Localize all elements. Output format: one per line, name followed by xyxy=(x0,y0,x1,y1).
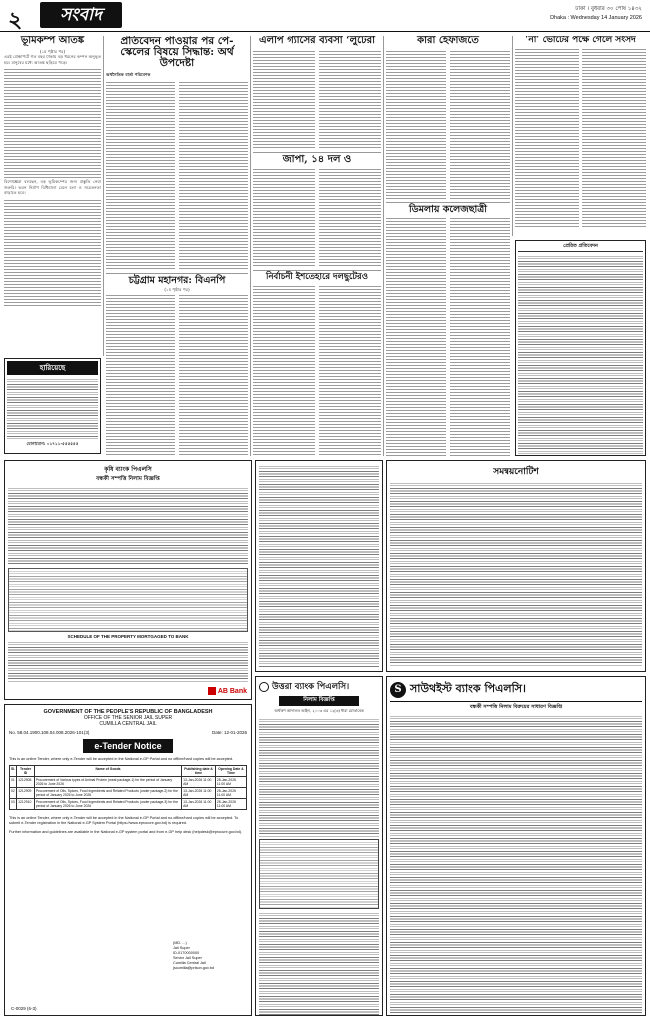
uttara-tag: নিলাম বিজ্ঞপ্তি xyxy=(279,696,359,706)
table-cell: 03 xyxy=(10,798,17,809)
page-number: ২ xyxy=(8,7,23,32)
memo-row xyxy=(9,730,247,735)
coordination-title: সমন্বয়নোটিশ xyxy=(493,467,539,477)
e-tender-body-2: Further information and guidelines are available in the National e-GP system portal and from e-GP help desk (helpdesk@eprocure.gov.bd). xyxy=(9,830,243,835)
table-cell: 28-Jan-2026 11:00 AM xyxy=(215,798,246,809)
bank-auction-notice-mid xyxy=(255,460,383,672)
uttara-table xyxy=(259,839,379,909)
uttara-logo-icon xyxy=(259,682,269,692)
ab-bank-icon xyxy=(208,687,216,695)
table-cell: 01 xyxy=(10,776,17,787)
notice-text xyxy=(259,911,379,1016)
article-body xyxy=(386,216,510,456)
article-body xyxy=(106,80,248,270)
gov-title: GOVERNMENT OF THE PEOPLE'S REPUBLIC OF BANGLADESH xyxy=(43,709,213,715)
uttara-bank-name: উত্তরা ব্যাংক পিএলসি। xyxy=(272,682,350,692)
table-row xyxy=(10,798,247,809)
auction-title: বন্ধকী সম্পত্তি নিলাম বিজ্ঞপ্তি xyxy=(96,476,160,482)
e-tender-notice xyxy=(4,704,252,1016)
table-cell: 02 xyxy=(10,787,17,798)
krishi-bank-notice xyxy=(4,460,252,700)
tender-table xyxy=(9,765,247,810)
continued-note: (১ম পৃষ্ঠার পর) xyxy=(39,48,66,54)
column-1 xyxy=(4,36,101,358)
memo-date: Date: 12-01-2026 xyxy=(211,730,247,735)
e-tender-body: This is an online Tender, where only e-Tender will be accepted in the National e-GP Portal and no offline/hard copies will be accepted. To submit e-Tender registration in the National e-GP System Portal (https://www.eprocure.gov.bd) is required. xyxy=(9,815,239,826)
signer-line: Senior Jail Super xyxy=(173,955,202,960)
signer-line: ID-0170000000 xyxy=(173,950,200,955)
headline-chattogram: চট্টগ্রাম মহানগর: বিএনপি xyxy=(106,273,248,286)
signer-line: (MD. ...) xyxy=(173,941,187,945)
table-cell: 28-Jan-2026 11:00 AM xyxy=(215,776,246,787)
obituary-box xyxy=(4,358,101,454)
signature-block xyxy=(173,941,243,971)
headline-no-vote: ‘না’ ভোটের পক্ষে গেলে সংসদ xyxy=(525,36,636,45)
signer-line: jscumilla@prison.gov.bd xyxy=(173,965,214,970)
table-cell: Procurement of Oils, Spices, Food Ingredients and Related Products (under package-3) for the period of January 2026 to June 2026 xyxy=(34,798,181,809)
e-tender-intro: This is an online Tender, where only e-Tender will be accepted in the National e-GP Portal and no offline/hard copies will be accepted. xyxy=(9,757,234,761)
jail-title: CUMILLA CENTRAL JAIL xyxy=(99,721,157,727)
office-title: OFFICE OF THE SENIOR JAIL SUPER xyxy=(83,715,173,721)
southeast-bank-notice xyxy=(386,676,646,1016)
newspaper-logo: সংবাদ xyxy=(40,2,122,28)
notice-title: প্রেরিত প্রতিবেদন xyxy=(518,243,643,252)
notice-text xyxy=(390,714,642,1016)
article-text: বিশেষজ্ঞরা বলছেন, বড় ভূমিকম্পের জন্য প্রস্তুতি নেয়া জরুরি। ভবন নির্মাণ বিধিমালা মেনে চলা ও সচেতনতা বাড়াতে হবে। xyxy=(4,179,101,196)
southeast-logo-icon: S xyxy=(390,682,406,698)
uttara-subtitle: অর্থঋণ আদালত আইন, ২০০৩ এর ১২(৩) ধারা মোতাবেক xyxy=(274,708,364,713)
headline-dimla: ডিমলায় কলেজছাত্রী xyxy=(386,202,510,215)
article-body xyxy=(4,67,101,179)
e-tender-title: e-Tender Notice xyxy=(83,739,173,753)
headline-lp-gas: এলপি গ্যাসের ব্যবসা ‘লুটেরা xyxy=(259,36,375,46)
southeast-subtitle: বন্ধকী সম্পত্তি নিলাম বিক্রয়ের সাধারণ বিজ্ঞপ্তি xyxy=(469,704,563,710)
table-cell: Procurement of Various types of Animal Protein (meat package-1) for the period of January 2026 to June 2026 xyxy=(34,776,181,787)
tender-table-header: Name of Goods xyxy=(34,765,181,776)
tender-table-header: Sl. xyxy=(10,765,17,776)
article-body xyxy=(386,49,510,199)
notice-text xyxy=(518,254,643,454)
column-5 xyxy=(515,36,646,236)
uttara-bank-notice xyxy=(255,676,383,1016)
coordination-notice xyxy=(386,460,646,672)
southeast-header xyxy=(390,680,642,702)
continued-note: (১ম পৃষ্ঠার পর) xyxy=(164,286,190,292)
article-body xyxy=(4,198,101,306)
table-row xyxy=(10,776,247,787)
headline-earthquake: ভূমিকম্প আতঙ্ক xyxy=(20,36,85,46)
schedule-title: SCHEDULE OF THE PROPERTY MORTGAGED TO BANK xyxy=(67,634,189,639)
auction-table xyxy=(8,568,248,632)
ab-bank-logo: AB Bank xyxy=(208,687,247,695)
obituary-text xyxy=(7,377,98,439)
table-row xyxy=(10,787,247,798)
byline: অর্থনৈতিক বার্তা পরিবেশক xyxy=(106,72,151,78)
tender-table-header: Tender ID xyxy=(17,765,35,776)
bank-notice-right xyxy=(515,240,646,456)
article-body xyxy=(253,167,381,267)
headline-manifesto: নির্বাচনী ইশতেহারে দলছুটেরও xyxy=(253,270,381,282)
obituary-contact: যোগাযোগ: ০১৭১১-৫৫৫৫৫৫ xyxy=(26,441,79,446)
signer-line: Cumilla Central Jail xyxy=(173,960,206,965)
schedule-text xyxy=(8,640,248,682)
table-cell: 13-Jan-2026 11:00 AM xyxy=(182,787,216,798)
tender-table-header: Publishing date & time xyxy=(182,765,216,776)
article-body xyxy=(106,293,248,456)
table-cell: 28-Jan-2026 11:00 AM xyxy=(215,787,246,798)
article-text: এরই প্রেক্ষাপটে গত বছর ঢাকায় বড় ধরনের কম্পন অনুভূত হয়। মানুষের মধ্যে আতঙ্ক ছড়িয়ে পড়ে। xyxy=(4,54,101,65)
masthead xyxy=(0,0,650,32)
obituary-title: হারিয়েছে xyxy=(7,361,98,375)
notice-text xyxy=(259,717,379,837)
table-cell: Procurement of Oils, Spices, Food Ingredients and Related Products (under package-2) for the period of January 2026 to June 2026 xyxy=(34,787,181,798)
table-cell: 1212910 xyxy=(17,798,35,809)
notice-text xyxy=(390,481,642,667)
column-4 xyxy=(386,36,510,456)
notice-text xyxy=(259,464,379,668)
table-cell: 1212909 xyxy=(17,787,35,798)
column-3 xyxy=(253,36,381,456)
column-2 xyxy=(106,36,248,456)
ad-code: C-0029 (6-3) xyxy=(11,1006,37,1011)
uttara-header xyxy=(259,680,379,694)
headline-jail-custody: কারা হেফাজতে xyxy=(417,36,479,46)
date-english: Dhaka : Wednesday 14 January 2026 xyxy=(550,15,642,21)
article-body xyxy=(253,49,381,149)
table-cell: 1212908 xyxy=(17,776,35,787)
article-body xyxy=(515,47,646,227)
table-cell: 13-Jan-2026 11:00 AM xyxy=(182,776,216,787)
date-bangla: ঢাকা । বুধবার ৩০ পৌষ ১৪৩২ xyxy=(575,6,642,12)
headline-japa: জাপা, ১৪ দল ও xyxy=(253,152,381,166)
headline-pay-scale: প্রতিবেদন পাওয়ার পর পে-স্কেলের বিষয়ে সিদ্ধান্ত: অর্থ উপদেষ্টা xyxy=(120,36,234,70)
krishi-bank-name: কৃষি ব্যাংক পিএলসি xyxy=(104,466,152,473)
memo-number: No. 58.04.1900.108.04.008.2026-101(3) xyxy=(9,730,90,735)
southeast-bank-name: সাউথইস্ট ব্যাংক পিএলসি। xyxy=(410,682,526,695)
notice-text xyxy=(8,486,248,566)
article-body xyxy=(253,284,381,456)
signer-line: Jail Super xyxy=(173,945,190,950)
table-cell: 13-Jan-2026 11:00 AM xyxy=(182,798,216,809)
tender-table-header: Opening Date & Time xyxy=(215,765,246,776)
